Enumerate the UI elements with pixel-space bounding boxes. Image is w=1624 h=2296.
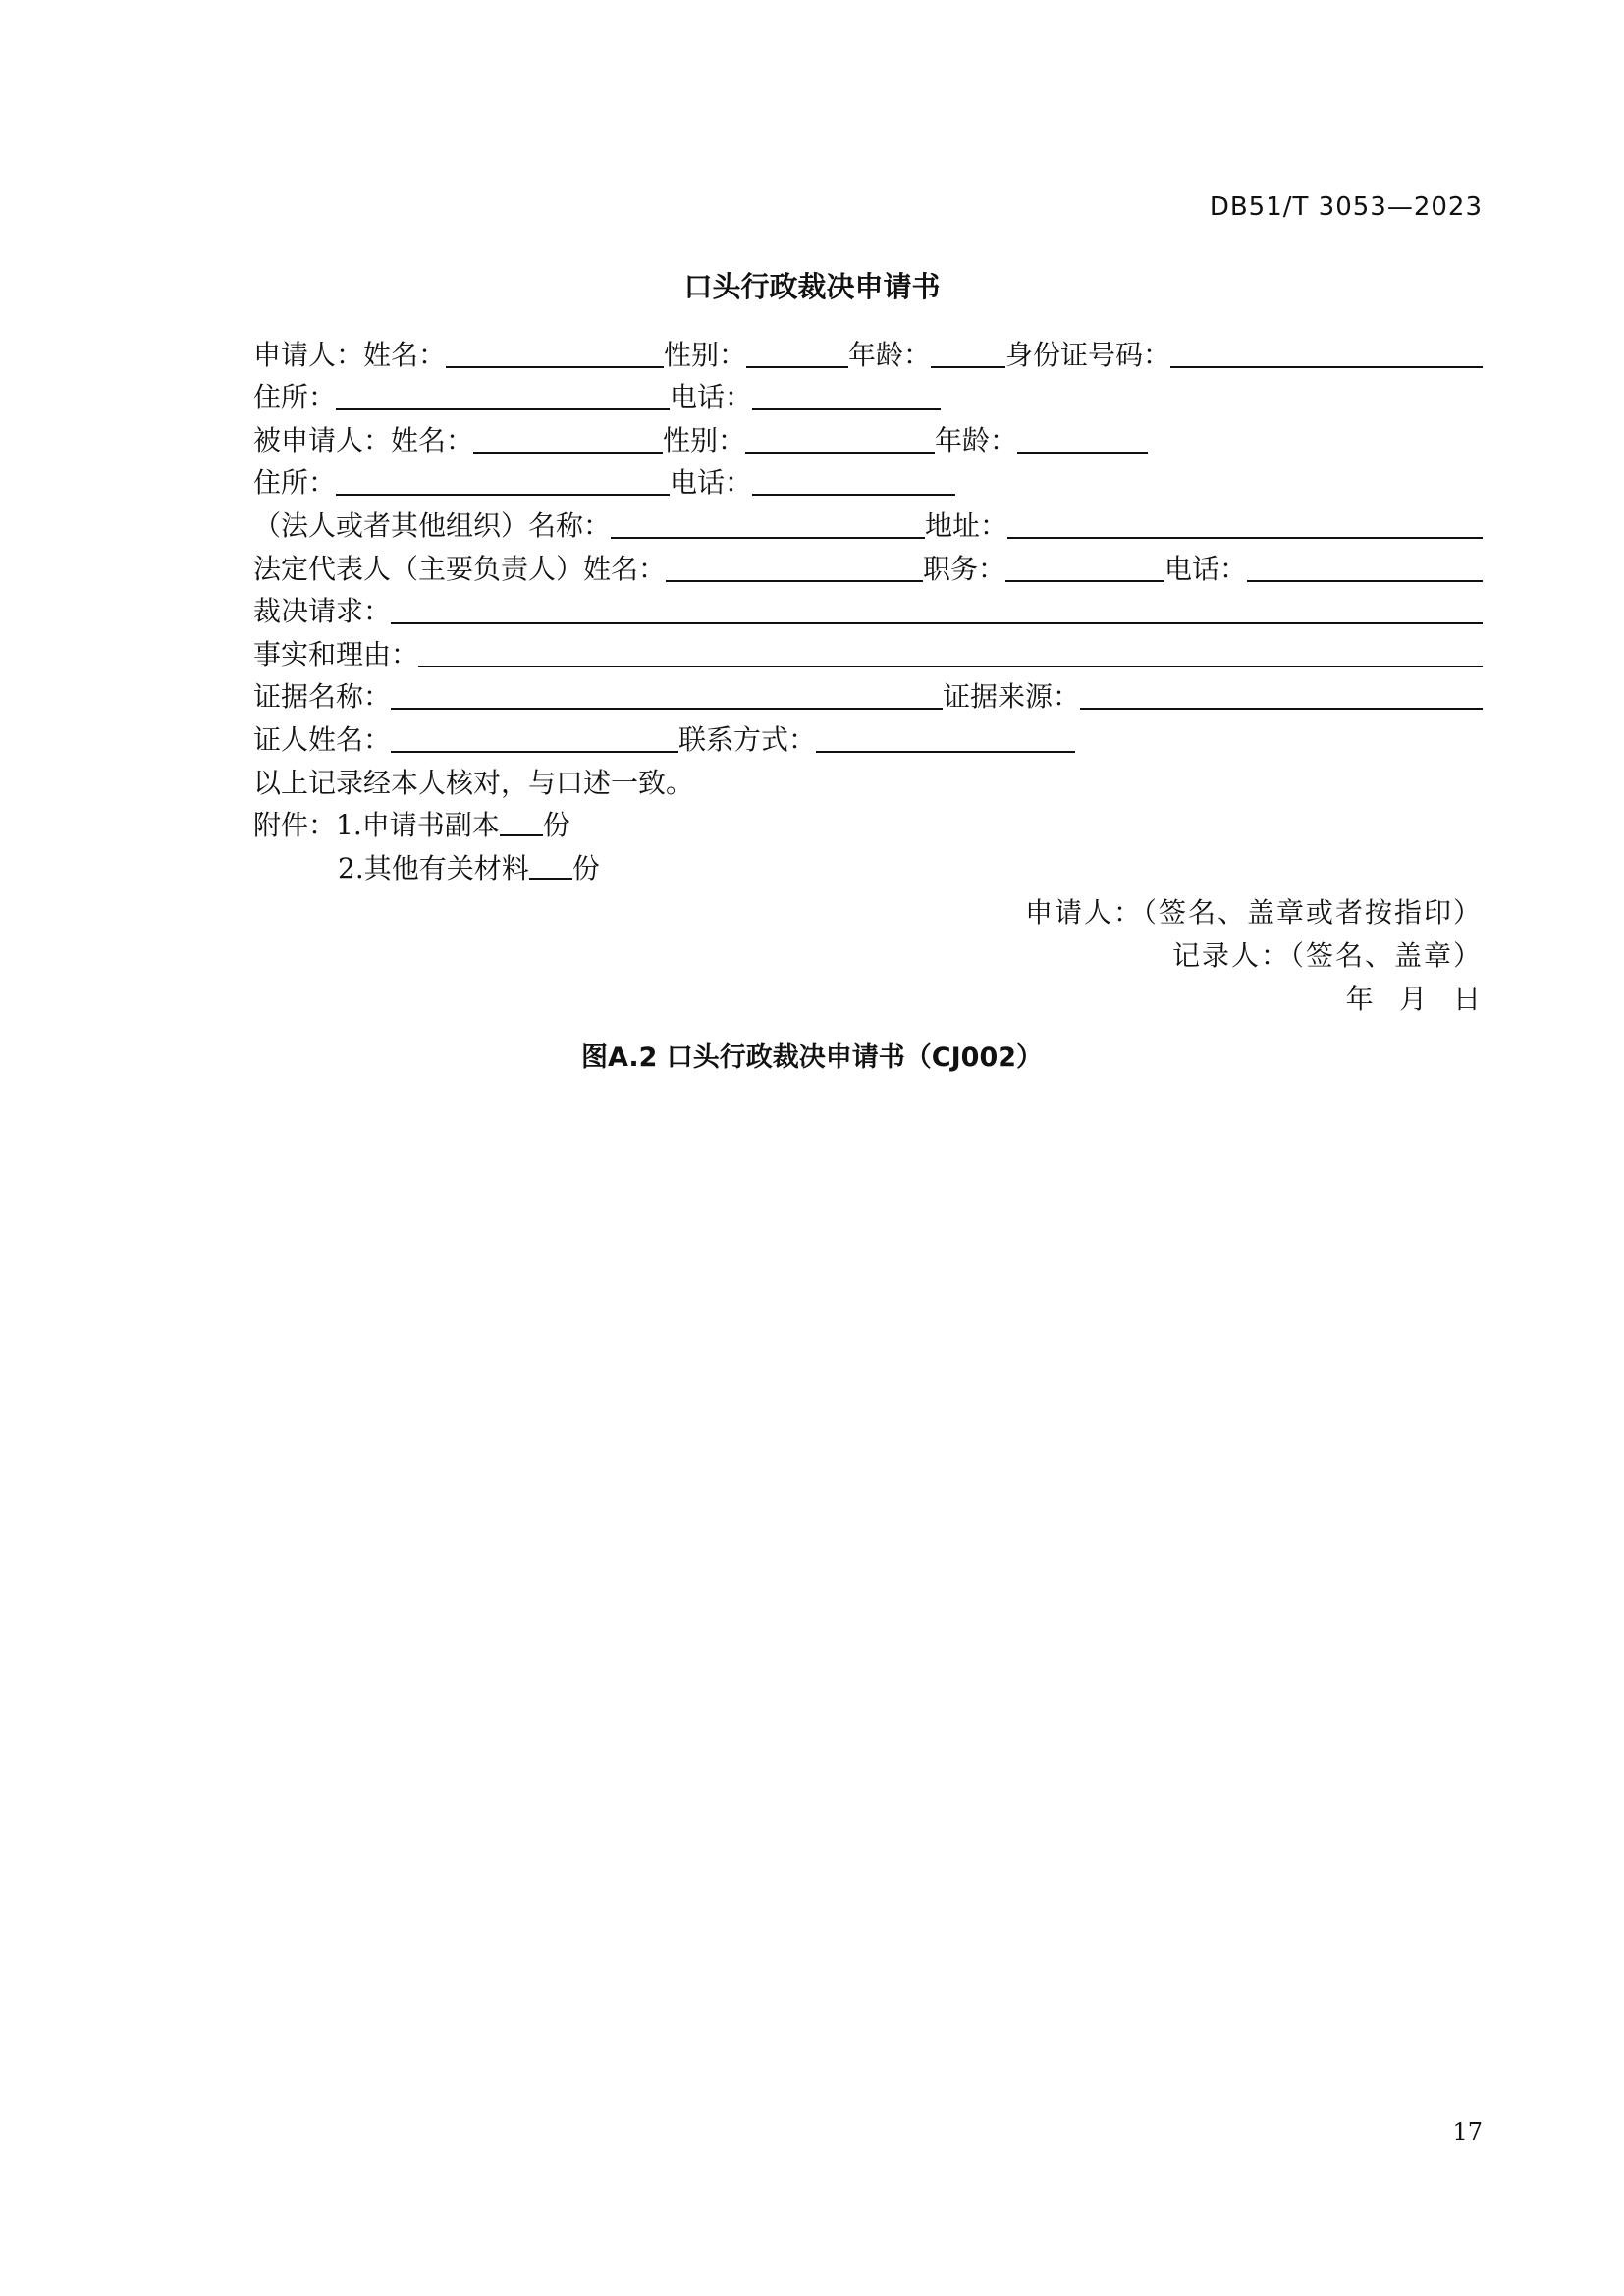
legal-rep-phone-label: 电话： [1164, 552, 1248, 585]
attachment-row-2 [253, 842, 1483, 885]
respondent-phone-blank[interactable] [752, 464, 955, 496]
facts-label: 事实和理由： [253, 637, 419, 670]
respondent-gender-blank[interactable] [745, 422, 935, 454]
attachment-2-count-blank[interactable] [529, 850, 572, 880]
applicant-gender-blank[interactable] [746, 337, 848, 368]
org-address-blank[interactable] [1007, 507, 1483, 539]
org-name-blank[interactable] [611, 507, 925, 539]
witness-name-blank[interactable] [391, 721, 678, 753]
applicant-phone-blank[interactable] [752, 379, 941, 410]
facts-blank[interactable] [418, 636, 1483, 667]
applicant-id-label: 身份证号码： [1005, 338, 1171, 371]
evidence-name-blank[interactable] [391, 678, 943, 710]
respondent-address-blank[interactable] [336, 464, 670, 496]
respondent-name-blank[interactable] [473, 422, 663, 454]
request-blank[interactable] [391, 593, 1483, 624]
attachment-1-label: 附件：1.申请书副本 [253, 809, 500, 842]
request-label: 裁决请求： [253, 595, 392, 628]
legal-rep-row [253, 543, 1483, 586]
applicant-gender-label: 性别： [664, 338, 747, 371]
date-line: 年 月 日 [1345, 983, 1481, 1015]
applicant-phone-label: 电话： [670, 381, 753, 414]
applicant-signature-line: 申请人：（签名、盖章或者按指印） [1024, 896, 1483, 929]
recorder-signature-line: 记录人：（签名、盖章） [1171, 939, 1483, 972]
confirmation-row [253, 757, 1483, 800]
attachment-2-unit: 份 [571, 851, 600, 884]
applicant-address-blank[interactable] [336, 379, 670, 410]
confirmation-text: 以上记录经本人核对，与口述一致。 [253, 766, 694, 799]
applicant-name-label: 申请人：姓名： [253, 338, 447, 371]
applicant-age-blank[interactable] [931, 337, 1005, 368]
attachment-row-1 [253, 800, 1483, 843]
applicant-id-blank[interactable] [1170, 337, 1483, 368]
respondent-phone-label: 电话： [670, 466, 753, 500]
attachment-2-label: 2.其他有关材料 [338, 851, 529, 884]
legal-rep-position-blank[interactable] [1005, 551, 1164, 582]
attachment-1-count-blank[interactable] [500, 807, 543, 836]
org-address-label: 地址： [925, 508, 1008, 542]
legal-rep-name-blank[interactable] [666, 551, 923, 582]
witness-name-label: 证人姓名： [253, 722, 392, 756]
evidence-source-blank[interactable] [1080, 678, 1483, 710]
form-title: 口头行政裁决申请书 [683, 270, 941, 303]
applicant-age-label: 年龄： [848, 338, 932, 371]
respondent-name-label: 被申请人：姓名： [253, 423, 474, 456]
respondent-address-label: 住所： [253, 466, 337, 500]
applicant-row-1 [253, 329, 1483, 372]
respondent-age-blank[interactable] [1017, 422, 1148, 454]
org-name-label: （法人或者其他组织）名称： [253, 508, 612, 542]
evidence-row [253, 671, 1483, 715]
respondent-row-2 [253, 457, 1483, 501]
attachment-1-unit: 份 [542, 809, 570, 842]
figure-caption: 图A.2 口头行政裁决申请书（CJ002） [580, 1042, 1044, 1073]
application-form [253, 329, 1483, 885]
evidence-source-label: 证据来源： [943, 680, 1081, 714]
applicant-name-blank[interactable] [446, 337, 664, 368]
witness-row [253, 714, 1483, 757]
witness-contact-blank[interactable] [816, 721, 1075, 753]
request-row [253, 586, 1483, 629]
page-number: 17 [1452, 2118, 1483, 2146]
evidence-name-label: 证据名称： [253, 680, 392, 714]
legal-rep-position-label: 职务： [923, 552, 1006, 585]
applicant-row-2 [253, 372, 1483, 415]
document-code: DB51/T 3053—2023 [1209, 192, 1483, 222]
witness-contact-label: 联系方式： [678, 722, 817, 756]
respondent-age-label: 年龄： [935, 423, 1018, 456]
respondent-row-1 [253, 414, 1483, 457]
legal-rep-phone-blank[interactable] [1247, 551, 1483, 582]
legal-rep-name-label: 法定代表人（主要负责人）姓名： [253, 552, 667, 585]
facts-row [253, 628, 1483, 671]
organization-row [253, 500, 1483, 543]
respondent-gender-label: 性别： [663, 423, 746, 456]
applicant-address-label: 住所： [253, 381, 337, 414]
